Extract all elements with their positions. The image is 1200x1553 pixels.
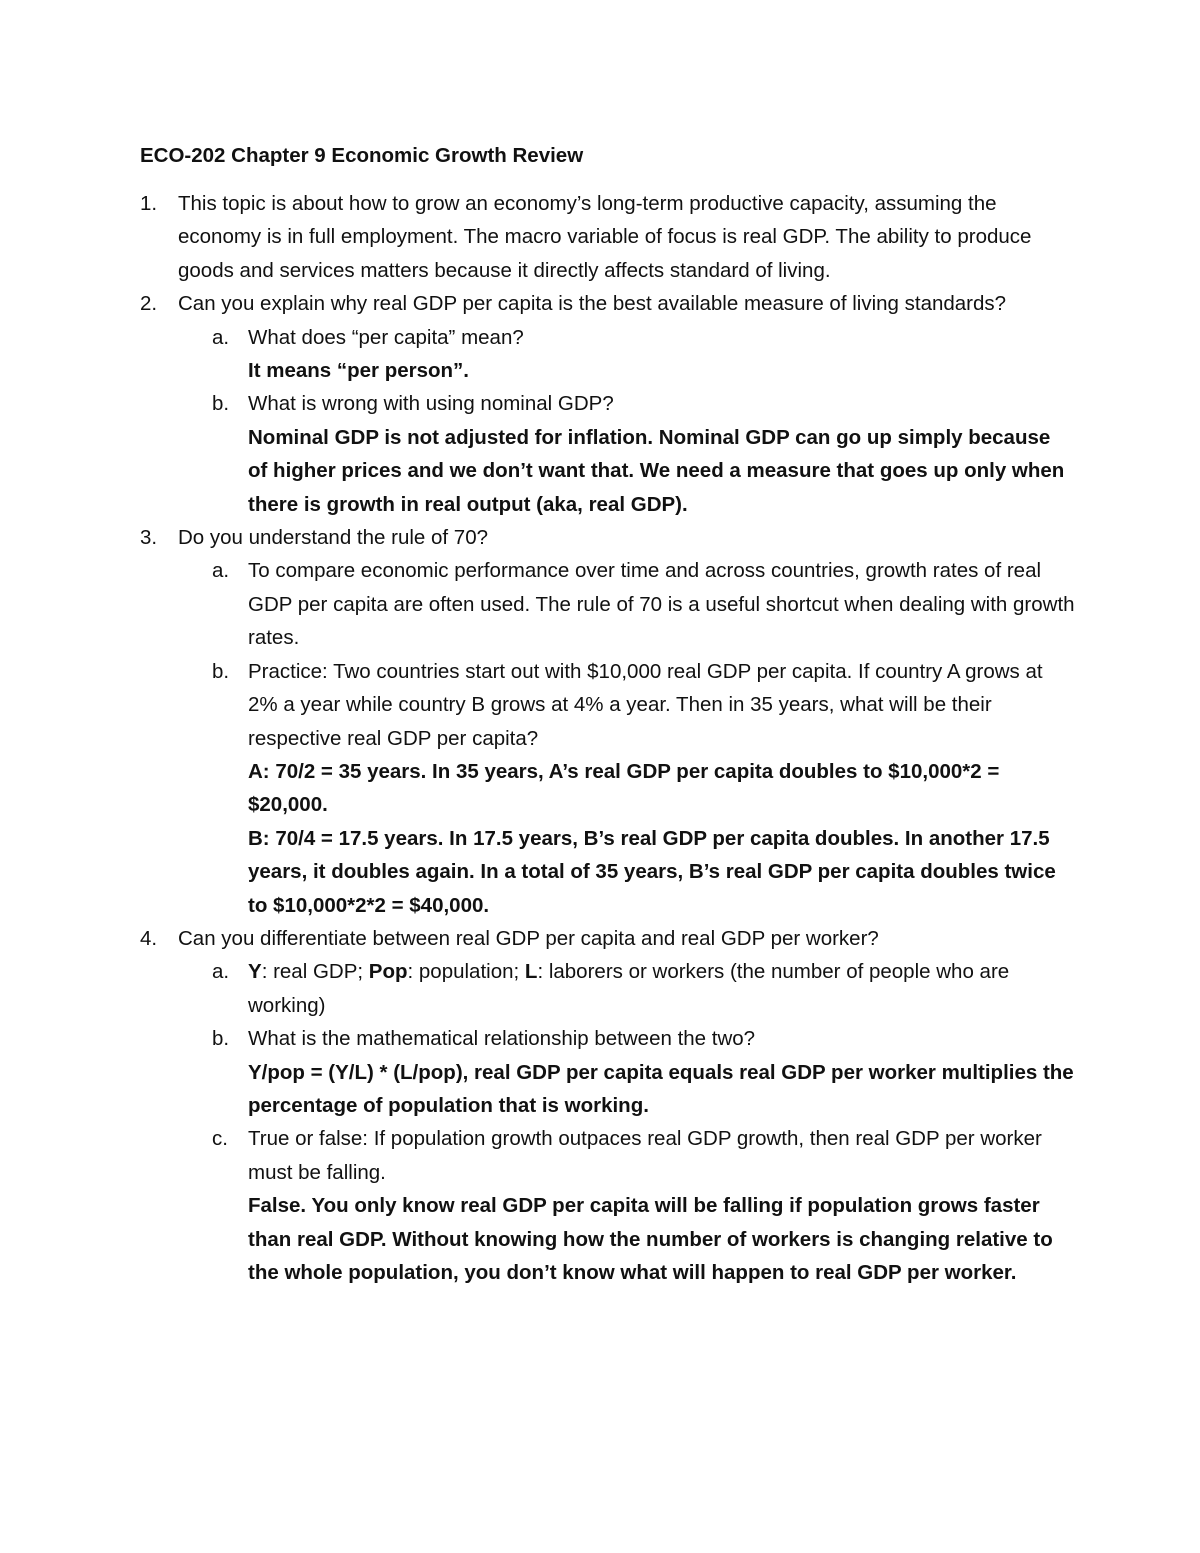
sub-item-answer: Y/pop = (Y/L) * (L/pop), real GDP per capita equals real GDP per worker multiplies the percentage of population that is working. (248, 1060, 1074, 1117)
term-pop-definition: : population; (407, 960, 525, 984)
list-item-3 (140, 521, 1075, 554)
sub-item-question: What does “per capita” mean? (248, 325, 524, 349)
document-title: ECO-202 Chapter 9 Economic Growth Review (140, 144, 584, 167)
item-number: 2. (140, 292, 158, 316)
item-number: 1. (140, 192, 158, 215)
sub-item-letter: a. (212, 960, 230, 984)
list-item-4 (140, 922, 1075, 955)
sub-item-answer: It means “per person”. (248, 359, 470, 383)
term-pop: Pop (368, 960, 408, 984)
sub-item-2b (140, 387, 1075, 521)
sub-item-question: Practice: Two countries start out with $10,000 real GDP per capita. If country A grows at 2% a year while country B grows at 4% a year. Then in 35 years, what will be their respective real GDP per capita? (248, 659, 1043, 750)
sub-item-answer: False. You only know real GDP per capita will be falling if population grows faster than real GDP. Without knowing how the number of workers is changing relative to the whole population, you don’t know what will happen to real GDP per worker. (248, 1194, 1053, 1284)
term-l: L (524, 960, 538, 984)
sub-item-letter: a. (212, 325, 230, 349)
term-y-definition: : real GDP; (261, 960, 369, 984)
item-text: This topic is about how to grow an economy’s long-term productive capacity, assuming the economy is in full employment. The macro variable of focus is real GDP. The ability to produce goods and services matters because it directly affects standard of living. (178, 192, 1032, 282)
sub-item-letter: b. (212, 659, 230, 683)
sub-item-2a (140, 321, 1075, 388)
sub-item-letter: a. (212, 559, 230, 583)
item-text: Can you explain why real GDP per capita is the best available measure of living standards? (178, 292, 1007, 316)
list-item-1 (140, 187, 1075, 287)
sub-item-text: To compare economic performance over time and across countries, growth rates of real GDP per capita are often used. The rule of 70 is a useful shortcut when dealing with growth rates. (248, 559, 1075, 650)
sub-item-answer-b: B: 70/4 = 17.5 years. In 17.5 years, B’s real GDP per capita doubles. In another 17.5 years, it doubles again. In a total of 35 years, B’s real GDP per capita doubles twice to $10,000*2*2 = $40,000. (248, 826, 1056, 917)
sub-item-definitions (248, 955, 1075, 1022)
term-y: Y (248, 960, 262, 984)
item-text: Do you understand the rule of 70? (178, 526, 488, 550)
sub-item-4b (140, 1022, 1075, 1122)
item-text: Can you differentiate between real GDP per capita and real GDP per worker? (178, 926, 879, 950)
document-body (140, 141, 1075, 1289)
sub-item-4c (140, 1122, 1075, 1289)
sub-item-letter: b. (212, 1027, 230, 1051)
sub-item-3b (140, 655, 1075, 922)
item-number: 3. (140, 526, 158, 550)
sub-item-answer-a: A: 70/2 = 35 years. In 35 years, A’s real GDP per capita doubles to $10,000*2 = $20,000. (248, 759, 1000, 817)
sub-item-letter: c. (212, 1127, 228, 1151)
sub-item-answer: Nominal GDP is not adjusted for inflation. Nominal GDP can go up simply because of higher prices and we don’t want that. We need a measure that goes up only when there is growth in real output (aka, real GDP). (248, 425, 1065, 516)
sub-item-question: What is the mathematical relationship between the two? (248, 1027, 756, 1051)
sub-item-question: What is wrong with using nominal GDP? (248, 392, 614, 416)
sub-item-letter: b. (212, 392, 230, 416)
item-number: 4. (140, 926, 158, 950)
sub-item-4a (140, 955, 1075, 1022)
sub-item-question: True or false: If population growth outpaces real GDP growth, then real GDP per worker must be falling. (248, 1127, 1042, 1184)
sub-item-3a (140, 554, 1075, 654)
term-l-definition: : laborers or workers (the number of people who are working) (248, 960, 1010, 1017)
list-item-2 (140, 287, 1075, 320)
